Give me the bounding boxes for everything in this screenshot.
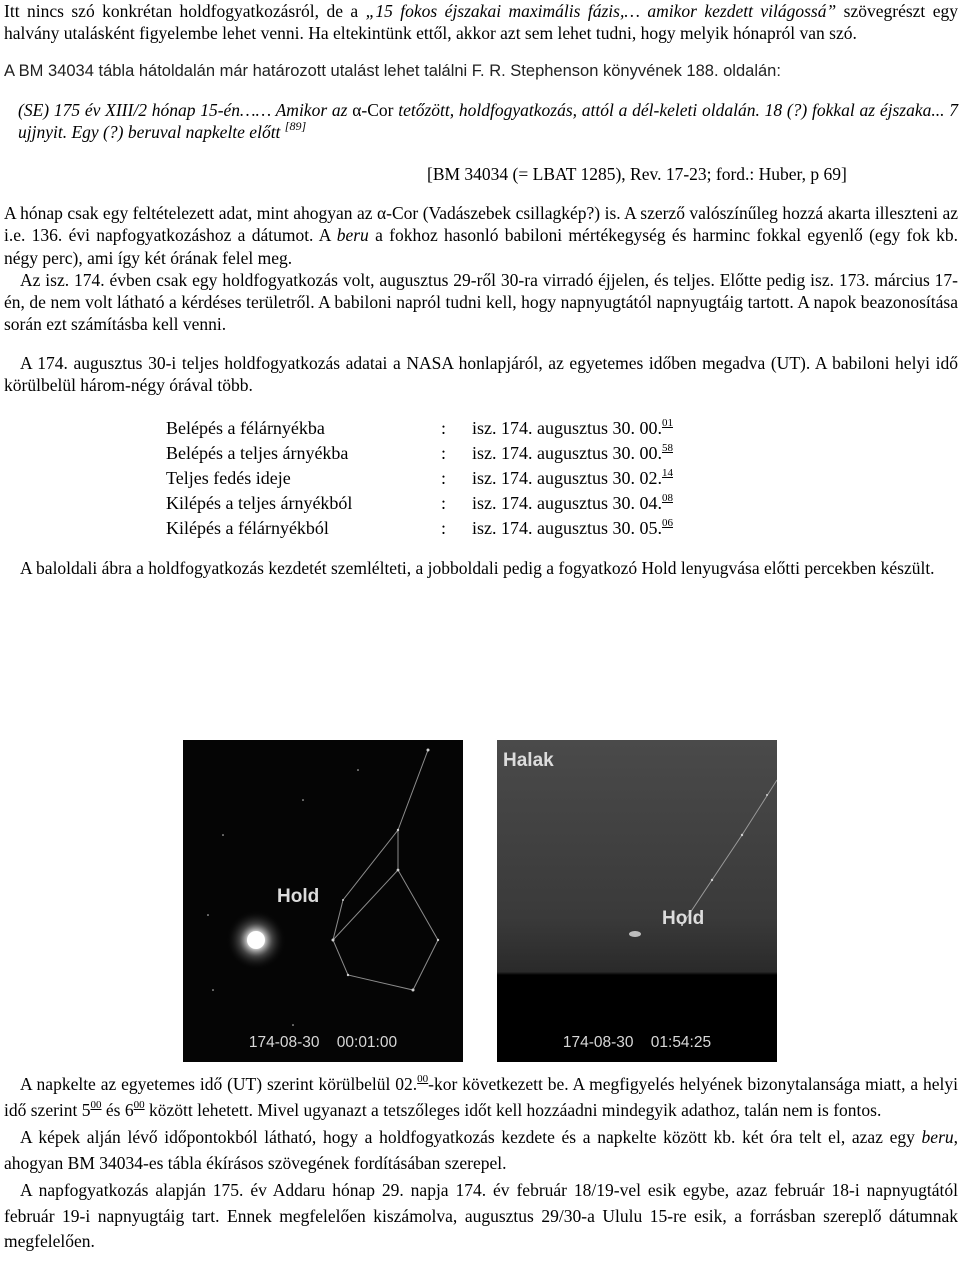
eclipse-time-row: [166, 439, 673, 464]
paragraph-eclipses: Az isz. 174. évben csak egy holdfogyatkozás volt, augusztus 29-ről 30-ra virradó éjjelen, és teljes. Előtte pedig isz. 173. március 17-én, de nem volt látható a kérdéses területről. A babiloni napról tudni kell, hogy napnyugtától napnyugtáig tartott. A napok beazonosítása során ezt számításba kell venni.: [4, 269, 958, 335]
intro-text-c: szövegrészt egy halvány utalásként figyelembe lehet venni. Ha eltekintünk ettől, akkor azt sem lehet tudni, hogy melyik hónapról van szó.: [4, 1, 958, 43]
sky-chart-left: [183, 740, 463, 1062]
intro-quote: „15 fokos éjszakai maximális fázis,… amikor kezdett világossá”: [365, 1, 837, 21]
separator: :: [441, 493, 447, 514]
eclipse-time-row: [166, 514, 673, 539]
moon-icon: [629, 931, 641, 937]
beru-text-a: A: [313, 225, 337, 246]
month-text: A hónap csak egy feltételezett adat, mint ahogyan az α-Cor (Vadászebek csillagkép?) is. A szerző valószínűleg hozzá akarta illeszteni az i.e. 136. évi napfogyatkozáshoz a dátumot.: [4, 203, 958, 246]
eclipse-time-row: [166, 464, 673, 489]
paragraph-figures: A baloldali ábra a holdfogyatkozás kezdetét szemlélteti, a jobboldali pedig a fogyatkozó Hold lenyugvása előtti percekben készült.: [20, 558, 935, 579]
quote-text-b: tetőzött, holdfogyatkozás, attól a dél-keleti oldalán. 18 (?) fokkal az éjszaka... 7 ujjnyit. Egy (?) beruval napkelte előtt: [18, 100, 958, 142]
paragraph-nasa: A 174. augusztus 30-i teljes holdfogyatkozás adatai a NASA honlapjáról, az egyetemes időben megadva (UT). A babiloni helyi idő körülbelül három-négy órával több.: [4, 352, 958, 396]
document-page: [4, 0, 958, 580]
event-label: Kilépés a teljes árnyékból: [166, 493, 353, 514]
paragraph-intro: [4, 0, 958, 44]
event-date: isz. 174. augusztus 30. 00.: [472, 418, 662, 439]
paragraph-sunrise: [4, 1072, 958, 1123]
figure-moonset: [497, 740, 777, 1062]
figure-pair: [183, 740, 958, 1062]
footnote-marker: [89]: [284, 119, 307, 133]
sunrise-minute: 00: [417, 1073, 429, 1085]
stars: [207, 749, 439, 1026]
event-date: isz. 174. augusztus 30. 04.: [472, 493, 662, 514]
separator: :: [441, 418, 447, 439]
timestamp-left: 174-08-30 00:01:00: [248, 1034, 398, 1051]
eclipse-time-row: [166, 489, 673, 514]
sky-chart-right: [497, 740, 777, 1062]
separator: :: [441, 518, 447, 539]
sunrise-text-a: A napkelte az egyetemes idő (UT) szerint körülbelül 02.: [20, 1074, 418, 1094]
eclipse-times-table: [166, 414, 673, 539]
event-label: Teljes fedés ideje: [166, 468, 291, 489]
eclipse-time-row: [166, 414, 673, 439]
event-minute: 06: [661, 517, 673, 530]
event-time: [472, 464, 673, 489]
separator: :: [441, 443, 447, 464]
quoted-translation: [18, 99, 958, 143]
sunrise-text-b: -kor következett be. A megfigyelés helyének bizonytalansága miatt, a helyi idő szerint 5: [4, 1074, 959, 1120]
event-date: isz. 174. augusztus 30. 02.: [472, 468, 662, 489]
paragraph-stephenson: A BM 34034 tábla hátoldalán már határozott utalást lehet találni F. R. Stephenson könyvének 188. oldalán:: [4, 62, 781, 80]
quote-text-a: (SE) 175 év XIII/2 hónap 15-én…… Amikor az: [18, 100, 353, 120]
paragraph-addaru: A napfogyatkozás alapján 175. év Addaru hónap 29. napja 174. év február 18/19-vel esik egybe, azaz február 18-i napnyugtától február 19-i napnyugtáig tart. Ennek megfelelően kiszámolva, augusztus 29/30-a Ululu 15-re esik, a forrásban szereplő dátumnak megfelelően.: [4, 1180, 958, 1251]
event-date: isz. 174. augusztus 30. 00.: [472, 443, 662, 464]
figure-eclipse-start: [183, 740, 463, 1062]
sunrise-text-c: és 6: [101, 1099, 134, 1120]
event-minute: 14: [661, 467, 673, 480]
local-time-min-1: 00: [90, 1098, 102, 1111]
event-label: Belépés a félárnyékba: [166, 418, 325, 439]
paragraph-beru: [4, 1125, 958, 1176]
moon-label: Hold: [277, 886, 320, 907]
beru-term: beru: [336, 225, 369, 246]
event-time: [472, 489, 673, 514]
alpha-cor: α-Cor: [352, 100, 394, 120]
moon-icon: [247, 931, 265, 949]
intro-text-a: Itt nincs szó konkrétan holdfogyatkozásról, de a: [4, 1, 366, 21]
constellation-label: Halak: [503, 750, 554, 771]
paragraph-month: [4, 202, 958, 269]
event-label: Kilépés a félárnyékból: [166, 518, 329, 539]
constellation-lines: [333, 750, 438, 990]
source-reference: [BM 34034 (= LBAT 1285), Rev. 17-23; ford.: Huber, p 69]: [427, 164, 847, 184]
separator: :: [441, 468, 447, 489]
event-time: [472, 514, 673, 539]
document-page-bottom: [4, 1072, 958, 1255]
event-time: [472, 414, 673, 439]
beru-para-a: A képek alján lévő időpontokból látható, hogy a holdfogyatkozás kezdete és a napkelte között kb. két óra telt el, azaz egy: [20, 1127, 922, 1147]
event-minute: 08: [661, 492, 673, 505]
event-minute: 58: [661, 442, 673, 455]
event-minute: 01: [661, 417, 673, 430]
event-date: isz. 174. augusztus 30. 05.: [472, 518, 662, 539]
sunrise-text-d: között lehetett. Mivel ugyanazt a tetszőleges időt kell hozzáadni mindegyik adathoz, talán nem is fontos.: [144, 1099, 882, 1120]
moon-label: Hold: [662, 908, 705, 929]
beru-term-2: beru: [921, 1127, 954, 1147]
timestamp-right: 174-08-30 01:54:25: [562, 1034, 712, 1051]
event-time: [472, 439, 673, 464]
beru-text-b: a fokhoz hasonló babiloni mértékegység és harminc fokkal egyenlő (egy fok kb. négy perc), ami így két órának felel meg.: [4, 225, 958, 268]
local-time-min-2: 00: [133, 1098, 145, 1111]
event-label: Belépés a teljes árnyékba: [166, 443, 349, 464]
beru-para-b: , ahogyan BM 34034-es tábla ékírásos szövegének fordításában szerepel.: [4, 1127, 958, 1173]
